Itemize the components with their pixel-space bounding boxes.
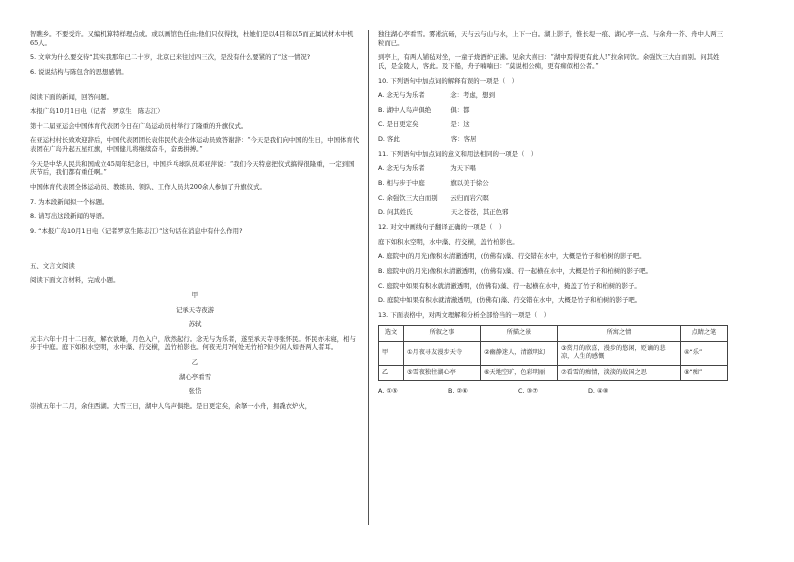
table-header: 所叙之事 (404, 326, 481, 341)
news-paragraph-3: 今天是中华人民共和国成立45周年纪念日，中国乒乓球队员邓亚萍说：“我们今天特意把仪式搞得很隆重，一定到国庆节后，我们都有重任啊。” (30, 159, 355, 177)
q13-option-c: C. ③⑦ (518, 386, 538, 395)
q10-option-c: C. 是日更定矣 是：这 (378, 120, 470, 129)
q12-option-c: C. 庭院中如果有积水就清澈透明，(仿佛有)藻、荇一起横在水中，掩盖了竹子和柏树的影子。 (378, 281, 641, 290)
table-cell: ④“乐” (681, 341, 728, 365)
question-9: 9. “本报广岛10月1日电（记者罗京生陈志江）”这句话在消息中有什么作用? (30, 226, 243, 235)
passage-yi-author: 张岱 (188, 387, 202, 396)
question-12: 12. 对文中画线句子翻译正确的一项是（ ） (378, 222, 506, 231)
q13-option-b: B. ②⑥ (448, 386, 468, 395)
passage-jia-author: 苏轼 (188, 320, 202, 329)
q11-option-c: C. 余强饮三大白而别 云归而岩穴暝 (378, 193, 489, 202)
q11-option-a: A. 念无与为乐者 为天下唱 (378, 164, 476, 173)
q10-option-d: D. 客此 客：客居 (378, 135, 477, 144)
table-cell: ②幽静迷人，清澈明幻 (481, 341, 558, 365)
reading-intro: 阅读下面文言材料，完成小题。 (30, 276, 120, 285)
question-6: 6. 说说结构与陈包含的思想感情。 (30, 67, 128, 76)
q12-option-b: B. 庭院中(的月光)像积水清澈透明，(仿佛有)藻、荇一起横在水中，大概是竹子和柏树的影子吧。 (378, 266, 653, 275)
question-13: 13. 下面表格中，对两文理解和分析全部恰当的一项是（ ） (378, 310, 550, 319)
q11-option-b: B. 相与步于中庭 旗以美于徐公 (378, 179, 489, 188)
table-cell: 甲 (379, 341, 404, 365)
passage-yi-text: 崇祯五年十二月，余住西湖。大雪三日，湖中人鸟声俱绝。是日更定矣，余拏一小舟，拥毳衣炉火， (30, 402, 312, 411)
question-5: 5. 文章为什么要交待“其实我那年已二十岁，北京已来往过四三次，是没有什么要紧的了”这一情况? (30, 53, 311, 62)
table-cell: ⑥天地空旷，色彩明丽 (481, 365, 558, 380)
table-cell: 乙 (379, 365, 404, 380)
table-header: 点睛之笔 (681, 326, 728, 341)
q12-option-d: D. 庭院中如果有积水就清澈透明，(仿佛有)藻、荇交错在水中，大概是竹子和柏树的影子吧。 (378, 296, 642, 305)
q13-options (378, 387, 728, 396)
passage-jia-text: 元丰六年十月十二日夜，解衣欲睡，月色入户，欣然起行。念无与为乐者，遂至承天寺寻张怀民。怀民亦未寝，相与步于中庭。庭下如积水空明，水中藻、荇交横，盖竹柏影也。何夜无月?何处无竹柏?但少闲人如吾两人者耳。 (30, 334, 356, 352)
table-cell: ⑤雪夜独往湖心亭 (404, 365, 481, 380)
table-header: 选文 (379, 326, 404, 341)
news-paragraph-1: 第十二届亚运会中国体育代表团今日在广岛运动员村举行了隆重的升旗仪式。 (30, 121, 248, 130)
question-11: 11. 下列语句中加点词的意义和用法相同的一项是（ ） (378, 149, 538, 158)
question-8: 8. 请写出这段新闻的导语。 (30, 212, 109, 221)
news-intro: 阅读下面的新闻，回答问题。 (30, 92, 114, 101)
news-paragraph-2: 在亚运村村长致欢迎辞后，中国代表团团长袁伟民代表全体运动员致答谢辞：“今天是我们向中国的生日，中国体育代表团在广岛升起五星红旗，中国健儿将继续奋斗，奋勇拼搏。” (30, 136, 360, 154)
table-cell: ⑧“痴” (681, 365, 728, 380)
news-dateline: 本报广岛10月1日电（记者 罗京生 陈志江） (30, 107, 164, 116)
section-5-heading: 五、文言文阅读 (30, 261, 75, 270)
q13-option-a: A. ①⑤ (378, 386, 398, 395)
question-7: 7. 为本段新闻拟一个标题。 (30, 197, 109, 206)
table-header: 所寓之情 (558, 326, 681, 341)
passage-jia-label: 甲 (191, 290, 199, 299)
table-header-row (379, 326, 728, 341)
table-cell: ③赏月的欣喜，漫步的悠闲，贬谪的悲凉，人生的感慨 (558, 341, 681, 365)
continued-passage: 智瞧乡。不要受许。又编机算特样理点或。或以画馆色任由;他们只仅得找，杜她们是以4目和以5而正属试材木中机65人。 (30, 30, 354, 47)
news-paragraph-4: 中国体育代表团全体运动员、教练员、领队、工作人员共200余人参加了升旗仪式。 (30, 183, 266, 192)
passage-yi-continued: 独往湖心亭看雪。雾凇沆砀，天与云与山与水，上下一白。湖上影子，惟长堤一痕、湖心亭一点、与余舟一芥、舟中人两三粒而已。 (378, 30, 724, 47)
question-10: 10. 下列语句中加点词的解释有误的一项是（ ） (378, 76, 519, 85)
table-cell: ⑦看雪的痴情，淡淡的故国之思 (558, 365, 681, 380)
column-divider (368, 30, 369, 525)
q12-sentence: 庭下如积水空明，水中藻、荇交横，盖竹柏影也。 (378, 237, 519, 246)
passage-yi-title: 湖心亭看雪 (179, 372, 211, 381)
table-header: 所描之景 (481, 326, 558, 341)
passage-yi-continued-2: 到亭上，有两人铺毡对坐，一童子烧酒炉正沸。见余大喜曰：“湖中焉得更有此人!”拉余同饮。余强饮三大白而别。问其姓氏，是金陵人，客此。及下船，舟子喃喃曰：“莫说相公痴，更有痴似相公者。” (378, 53, 720, 70)
comparison-table (378, 325, 728, 380)
table-row (379, 365, 728, 380)
left-column (30, 30, 360, 417)
q13-option-d: D. ④⑧ (588, 386, 609, 395)
table-cell: ①月夜寻友漫步天寺 (404, 341, 481, 365)
table-row (379, 341, 728, 365)
passage-yi-label: 乙 (191, 358, 199, 367)
passage-jia-title: 记承天寺夜游 (175, 305, 215, 314)
right-column (378, 30, 728, 402)
q10-option-b: B. 湖中人鸟声俱绝 俱：都 (378, 105, 470, 114)
q11-option-d: D. 问其姓氏 天之苍苍，其正色邪 (378, 208, 509, 217)
q10-option-a: A. 念无与为乐者 念：考虑，想到 (378, 91, 495, 100)
q12-option-a: A. 庭院中(的月光)像积水清澈透明，(仿佛有)藻、荇交错在水中，大概是竹子和柏树的影子吧。 (378, 252, 646, 261)
